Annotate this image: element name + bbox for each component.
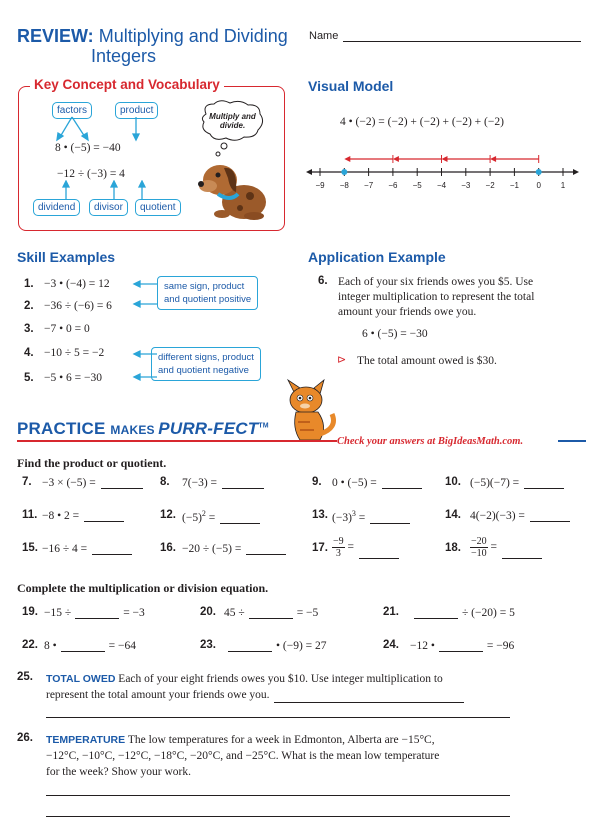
problem-expression xyxy=(42,476,143,489)
callout-diff-line-1: different signs, product xyxy=(158,352,254,363)
skill-example-expr: −10 ÷ 5 = −2 xyxy=(44,347,105,359)
skill-example-expr: −3 • (−4) = 12 xyxy=(44,278,110,290)
cat-illustration xyxy=(280,378,340,442)
exponent: 2 xyxy=(201,509,206,518)
fraction xyxy=(332,536,345,559)
equation-right: = −64 xyxy=(108,640,137,652)
tick-label: −3 xyxy=(461,181,471,190)
page-title xyxy=(17,26,288,46)
tick-label: −6 xyxy=(388,181,398,190)
skill-example-expr: −7 • 0 = 0 xyxy=(44,323,90,335)
fraction-numerator: −9 xyxy=(333,536,344,547)
skill-example-number: 4. xyxy=(24,347,34,359)
equals-sign: = xyxy=(487,541,498,554)
tick-label: 0 xyxy=(536,181,541,190)
problem-number: 20. xyxy=(200,606,216,618)
skill-example-number: 5. xyxy=(24,372,34,384)
answer-blank[interactable] xyxy=(439,639,483,652)
answer-blank[interactable] xyxy=(382,476,422,489)
problem-number: 8. xyxy=(160,476,170,488)
check-answers-link[interactable]: Check your answers at BigIdeasMath.com. xyxy=(337,436,524,447)
answer-blank[interactable] xyxy=(101,476,143,489)
fraction-denominator: −10 xyxy=(471,548,487,559)
problem-number: 19. xyxy=(22,606,38,618)
callout-same-sign xyxy=(157,276,258,310)
problem-expression xyxy=(332,536,399,559)
problem-25-text xyxy=(46,671,464,703)
problem-25-answer-line[interactable] xyxy=(274,702,464,703)
problem-expression xyxy=(42,509,124,522)
start-point xyxy=(536,169,542,175)
tick-label: −5 xyxy=(412,181,422,190)
problem-expr-text: 0 • (−5) = xyxy=(332,477,377,489)
end-point xyxy=(341,169,347,175)
exponent: 3 xyxy=(351,509,356,518)
name-label: Name xyxy=(309,30,339,42)
complete-equation xyxy=(410,639,514,652)
eq-multiply: 8 • (−5) = −40 xyxy=(55,142,121,154)
problem-26-answer-line-1[interactable] xyxy=(46,795,510,796)
problem-number: 12. xyxy=(160,509,176,521)
answer-blank[interactable] xyxy=(249,606,293,619)
answer-blank[interactable] xyxy=(370,511,410,524)
axis-arrow-left xyxy=(306,169,312,175)
problem-expr-text: −8 • 2 = xyxy=(42,510,80,522)
trademark: TM xyxy=(258,422,269,430)
fraction-denominator: 3 xyxy=(335,548,341,559)
thought-text: Multiply and divide. xyxy=(209,112,256,130)
problem-expression xyxy=(470,536,542,559)
equation-right: = −96 xyxy=(486,640,515,652)
callout-arrows xyxy=(130,278,160,388)
tick-label: −4 xyxy=(436,181,447,190)
problem-25-answer-line-2[interactable] xyxy=(46,717,510,718)
answer-blank[interactable] xyxy=(84,509,124,522)
complete-equation xyxy=(44,639,136,652)
equation-left: 45 ÷ xyxy=(224,607,245,619)
practice-heading-a: PRACTICE xyxy=(17,419,111,438)
problem-number: 23. xyxy=(200,639,216,651)
skill-example-number: 2. xyxy=(24,300,34,312)
practice-rule-left xyxy=(17,440,337,442)
tag-quotient: quotient xyxy=(135,199,181,216)
application-heading: Application Example xyxy=(308,249,446,265)
answer-blank[interactable] xyxy=(220,511,260,524)
tag-factors: factors xyxy=(52,102,92,119)
callout-diff-line-2: and quotient negative xyxy=(158,365,249,376)
complete-equation xyxy=(410,606,515,619)
problem-number: 13. xyxy=(312,509,328,521)
answer-blank[interactable] xyxy=(359,546,399,559)
tag-product: product xyxy=(115,102,158,119)
problem-26-answer-line-2[interactable] xyxy=(46,816,510,817)
problem-number: 18. xyxy=(445,542,461,554)
problem-expr-text: −16 ÷ 4 = xyxy=(42,543,88,555)
title-line-2: Integers xyxy=(91,46,157,66)
problem-number: 10. xyxy=(445,476,461,488)
problem-expr-text: −20 ÷ (−5) = xyxy=(182,543,242,555)
instruction-find: Find the product or quotient. xyxy=(17,456,167,470)
skill-example-expr: −5 • 6 = −30 xyxy=(44,372,102,384)
problem-expression xyxy=(42,542,132,555)
problem-25-line-2: represent the total amount your friends owe you. xyxy=(46,689,270,701)
problem-expr-text: 4(−2)(−3) = xyxy=(470,510,525,522)
problem-number: 9. xyxy=(312,476,322,488)
callout-same-line-2: and quotient positive xyxy=(164,294,252,305)
jump-arrowhead xyxy=(490,156,496,162)
equation-right: = −5 xyxy=(296,607,319,619)
problem-25-number: 25. xyxy=(17,671,33,683)
skill-example-expr: −36 ÷ (−6) = 6 xyxy=(44,300,112,312)
answer-blank[interactable] xyxy=(414,606,458,619)
problem-number: 17. xyxy=(312,542,328,554)
problem-26-line-3: for the week? Show your work. xyxy=(46,766,191,778)
tick-label: −9 xyxy=(315,181,325,190)
problem-26-number: 26. xyxy=(17,732,33,744)
instruction-complete: Complete the multiplication or division equation. xyxy=(17,581,269,595)
problem-expression xyxy=(332,509,410,524)
equation-left: 8 • xyxy=(44,640,57,652)
problem-number: 7. xyxy=(22,476,32,488)
equation-right: ÷ (−20) = 5 xyxy=(462,607,515,619)
skill-example-number: 1. xyxy=(24,278,34,290)
review-label: REVIEW: xyxy=(17,26,94,46)
application-equation: 6 • (−5) = −30 xyxy=(362,328,428,340)
problem-26-line-2: −12°C, −10°C, −12°C, −18°C, −20°C, and −25°C. What is the mean low temperature xyxy=(46,750,440,762)
equals-sign: = xyxy=(344,541,355,554)
problem-26-label: TEMPERATURE xyxy=(46,734,126,746)
application-number: 6. xyxy=(318,275,328,287)
practice-heading-c: PURR-FECT xyxy=(158,419,259,438)
name-field[interactable] xyxy=(343,41,581,42)
answer-arrow-icon: ⊳ xyxy=(337,354,347,366)
problem-number: 14. xyxy=(445,509,461,521)
answer-blank[interactable] xyxy=(502,546,542,559)
tick-label: −8 xyxy=(339,181,349,190)
tick-label: −1 xyxy=(509,181,519,190)
problem-expression xyxy=(182,509,260,524)
visual-model-heading: Visual Model xyxy=(308,78,394,94)
problem-26-line-1: The low temperatures for a week in Edmonton, Alberta are −15°C, xyxy=(127,734,435,746)
skill-examples-heading: Skill Examples xyxy=(17,249,116,265)
problem-expr-text: −3 × (−5) = xyxy=(42,477,96,489)
application-text-line-1: Each of your six friends owes you $5. Use xyxy=(338,276,534,288)
practice-heading-b: MAKES xyxy=(110,423,159,437)
complete-equation xyxy=(224,639,327,652)
problem-expression xyxy=(470,509,570,522)
problem-25-line-1: Each of your eight friends owes you $10. Use integer multiplication to xyxy=(118,673,443,685)
problem-expression xyxy=(332,476,422,489)
dog-illustration xyxy=(192,150,277,222)
problem-expr-text: (−5) xyxy=(182,511,202,524)
jump-arrowhead xyxy=(442,156,448,162)
equals-sign: = xyxy=(205,511,216,524)
answer-blank[interactable] xyxy=(228,639,272,652)
practice-rule-right xyxy=(558,440,586,442)
problem-expression xyxy=(470,476,564,489)
number-line xyxy=(300,140,590,200)
answer-blank[interactable] xyxy=(61,639,105,652)
factor-arrows xyxy=(40,115,170,143)
application-answer: The total amount owed is $30. xyxy=(357,355,497,367)
practice-heading xyxy=(17,419,269,439)
jump-arrowhead xyxy=(393,156,399,162)
problem-26-text xyxy=(46,732,439,780)
answer-blank[interactable] xyxy=(524,476,564,489)
answer-blank[interactable] xyxy=(246,542,286,555)
key-concept-heading: Key Concept and Vocabulary xyxy=(30,77,224,92)
equation-left: −12 • xyxy=(410,640,435,652)
axis-arrow-right xyxy=(573,169,579,175)
problem-number: 24. xyxy=(383,639,399,651)
tick-label: 1 xyxy=(560,181,566,190)
problem-expr-text: (−3) xyxy=(332,511,352,524)
tag-divisor: divisor xyxy=(89,199,128,216)
problem-expr-text: (−5)(−7) = xyxy=(470,477,520,489)
fraction xyxy=(470,536,488,559)
application-text xyxy=(338,275,534,320)
application-text-line-2: integer multiplication to represent the total xyxy=(338,291,535,303)
equals-sign: = xyxy=(355,511,366,524)
tick-label: −7 xyxy=(364,181,374,190)
problem-expression xyxy=(182,476,264,489)
equation-right: = −3 xyxy=(123,607,145,619)
tag-dividend: dividend xyxy=(33,199,80,216)
problem-expression xyxy=(182,542,286,555)
equation-right: • (−9) = 27 xyxy=(276,640,327,652)
answer-blank[interactable] xyxy=(75,606,119,619)
tick-label: −2 xyxy=(485,181,495,190)
equation-left: −15 ÷ xyxy=(44,607,72,619)
jump-arrowhead xyxy=(344,156,350,162)
problem-expr-text: 7(−3) = xyxy=(182,477,218,489)
answer-blank[interactable] xyxy=(222,476,264,489)
application-text-line-3: amount your friends owe you. xyxy=(338,306,477,318)
callout-diff-sign xyxy=(151,347,261,381)
problem-25-label: TOTAL OWED xyxy=(46,673,116,685)
answer-blank[interactable] xyxy=(92,542,132,555)
skill-example-number: 3. xyxy=(24,323,34,335)
problem-number: 16. xyxy=(160,542,176,554)
title-line-1: Multiplying and Dividing xyxy=(98,26,288,46)
eq-divide: −12 ÷ (−3) = 4 xyxy=(57,168,125,180)
problem-number: 22. xyxy=(22,639,38,651)
complete-equation xyxy=(224,606,318,619)
problem-number: 15. xyxy=(22,542,38,554)
answer-blank[interactable] xyxy=(530,509,570,522)
visual-model-equation: 4 • (−2) = (−2) + (−2) + (−2) + (−2) xyxy=(340,116,504,128)
complete-equation xyxy=(44,606,145,619)
fraction-numerator: −20 xyxy=(471,536,487,547)
callout-same-line-1: same sign, product xyxy=(164,281,245,292)
problem-number: 21. xyxy=(383,606,399,618)
problem-number: 11. xyxy=(22,509,38,521)
